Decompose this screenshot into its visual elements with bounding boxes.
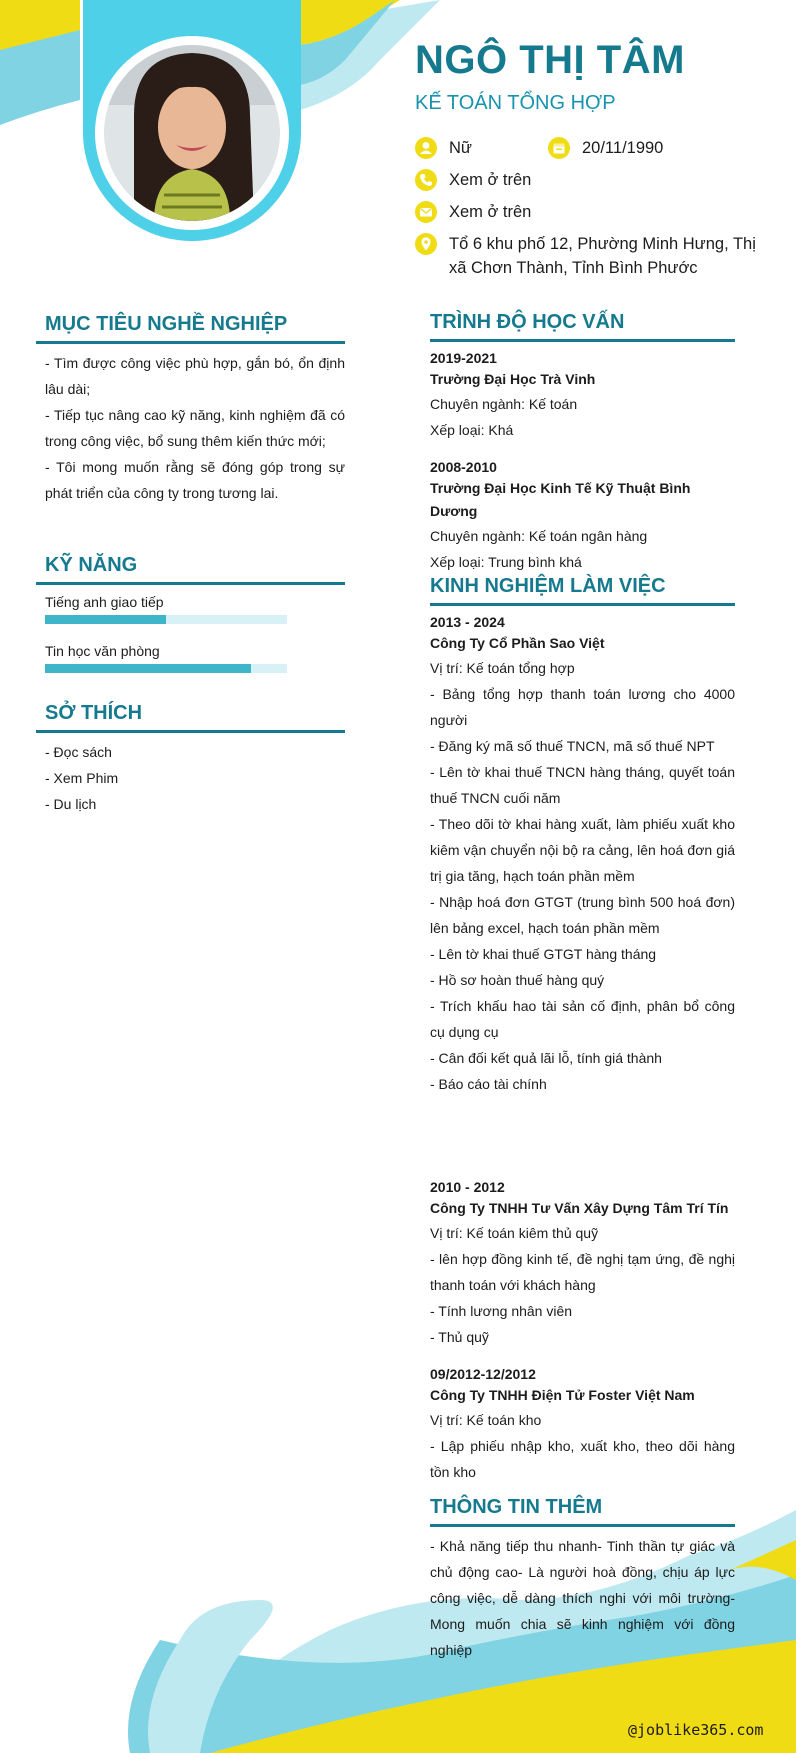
skill-bar-fill: [45, 664, 251, 673]
experience-company: Công Ty TNHH Điện Tử Foster Việt Nam: [430, 1387, 695, 1403]
skill-item: [45, 591, 345, 624]
education-title: TRÌNH ĐỘ HỌC VẤN: [430, 311, 735, 342]
profile-photo: [104, 45, 280, 221]
additional-text: - Khả năng tiếp thu nhanh- Tinh thần tự giác và chủ động cao- Là người hoà đồng, chịu áp lực công việc, dễ dàng thích nghi với môi trường- Mong muốn chia sẽ kinh nghiệm với đồng nghiệp: [430, 1538, 735, 1658]
experience-item: [430, 1364, 735, 1485]
experience-company: Công Ty TNHH Tư Vấn Xây Dựng Tâm Trí Tín: [430, 1200, 729, 1216]
candidate-name: NGÔ THỊ TÂM: [415, 38, 685, 82]
experience-detail: - Báo cáo tài chính: [430, 1076, 547, 1092]
skills-title: KỸ NĂNG: [36, 554, 345, 585]
objective-text: - Tìm được công việc phù hợp, gắn bó, ổn định lâu dài; - Tiếp tục nâng cao kỹ năng, kinh nghiệm đã có trong công việc, bổ sung thêm kiến thức mới; - Tôi mong muốn rằng sẽ đóng góp trong sự phát triển của công ty trong tương lai.: [45, 355, 345, 501]
spacer: [430, 443, 735, 457]
skill-name: Tin học văn phòng: [45, 643, 160, 659]
experience-company: Công Ty Cổ Phần Sao Việt: [430, 635, 605, 651]
education-rank: Xếp loại: Khá: [430, 422, 514, 438]
education-school: Trường Đại Học Trà Vinh: [430, 371, 596, 387]
experience-detail: - Cân đối kết quả lãi lỗ, tính giá thành: [430, 1050, 662, 1066]
experience-title: KINH NGHIỆM LÀM VIỆC: [430, 575, 735, 606]
spacer: [430, 1350, 735, 1364]
experience-detail: - Hồ sơ hoàn thuế hàng quý: [430, 972, 605, 988]
education-rank: Xếp loại: Trung bình khá: [430, 554, 582, 570]
experience-position: Vị trí: Kế toán kiêm thủ quỹ: [430, 1225, 599, 1241]
calendar-icon: [548, 137, 570, 159]
contact-address: [415, 232, 765, 280]
contact-email: [415, 200, 531, 224]
contact-gender: [415, 136, 472, 160]
experience-detail: - Bảng tổng hợp thanh toán lương cho 4000 người: [430, 686, 735, 728]
gender-value: Nữ: [449, 139, 472, 157]
experience-detail: - Thủ quỹ: [430, 1329, 489, 1345]
education-major: Chuyên ngành: Kế toán ngân hàng: [430, 528, 648, 544]
experience-detail: - Lên tờ khai thuế TNCN hàng tháng, quyết toán thuế TNCN cuối năm: [430, 764, 735, 806]
address-value: Tổ 6 khu phố 12, Phường Minh Hưng, Thị xã Chơn Thành, Tỉnh Bình Phước: [449, 235, 756, 277]
experience-item: [430, 612, 735, 1097]
skill-bar-fill: [45, 615, 166, 624]
education-period: 2019-2021: [430, 350, 497, 366]
skill-item: [45, 640, 345, 673]
additional-title: THÔNG TIN THÊM: [430, 1496, 735, 1527]
experience-position: Vị trí: Kế toán tổng hợp: [430, 660, 575, 676]
experience-period: 2013 - 2024: [430, 614, 505, 630]
watermark: @joblike365.com: [628, 1721, 764, 1739]
experience-position: Vị trí: Kế toán kho: [430, 1412, 542, 1428]
skill-name: Tiếng anh giao tiếp: [45, 594, 164, 610]
user-icon: [415, 137, 437, 159]
education-school: Trường Đại Học Kinh Tế Kỹ Thuật Bình Dương: [430, 480, 691, 519]
experience-detail: - Theo dõi tờ khai hàng xuất, làm phiếu xuất kho kiêm vận chuyển nội bộ ra cảng, lên hoá đơn giá trị gia tăng, hạch toán phần mềm: [430, 816, 735, 884]
hobby-item: - Du lịch: [45, 796, 97, 812]
additional-section: [430, 1496, 735, 1663]
hobbies-title: SỞ THÍCH: [36, 702, 345, 733]
experience-period: 09/2012-12/2012: [430, 1366, 536, 1382]
objective-title: MỤC TIÊU NGHỀ NGHIỆP: [36, 313, 345, 344]
education-section: [430, 311, 735, 575]
education-period: 2008-2010: [430, 459, 497, 475]
birthday-value: 20/11/1990: [582, 139, 664, 157]
mail-icon: [415, 201, 437, 223]
skills-section: [45, 554, 345, 689]
education-item: [430, 457, 735, 575]
experience-section: [430, 575, 735, 1485]
hobby-item: - Xem Phim: [45, 770, 119, 786]
contact-phone: [415, 168, 531, 192]
experience-detail: - Tính lương nhân viên: [430, 1303, 573, 1319]
phone-value: Xem ở trên: [449, 171, 532, 189]
skill-bar: [45, 664, 287, 673]
experience-detail: - Lên tờ khai thuế GTGT hàng tháng: [430, 946, 657, 962]
spacer: [430, 1097, 735, 1177]
phone-icon: [415, 169, 437, 191]
education-major: Chuyên ngành: Kế toán: [430, 396, 578, 412]
hobbies-section: [45, 702, 345, 817]
objective-section: [45, 313, 345, 506]
experience-detail: - Trích khấu hao tài sản cố định, phân bổ công cụ dụng cụ: [430, 998, 735, 1040]
contact-birthday: [548, 136, 663, 160]
education-item: [430, 348, 735, 443]
experience-detail: - Lập phiếu nhập kho, xuất kho, theo dõi hàng tồn kho: [430, 1438, 735, 1480]
experience-detail: - Đăng ký mã số thuế TNCN, mã số thuế NPT: [430, 738, 715, 754]
location-pin-icon: [415, 233, 437, 255]
hobby-item: - Đọc sách: [45, 744, 112, 760]
email-value: Xem ở trên: [449, 203, 532, 221]
experience-item: [430, 1177, 735, 1350]
experience-period: 2010 - 2012: [430, 1179, 505, 1195]
experience-detail: - lên hợp đồng kinh tế, đề nghị tạm ứng, đề nghị thanh toán với khách hàng: [430, 1251, 735, 1293]
skill-bar: [45, 615, 287, 624]
job-title: KẾ TOÁN TỔNG HỢP: [415, 92, 616, 114]
experience-detail: - Nhập hoá đơn GTGT (trung bình 500 hoá đơn) lên bảng excel, hạch toán phần mềm: [430, 894, 735, 936]
